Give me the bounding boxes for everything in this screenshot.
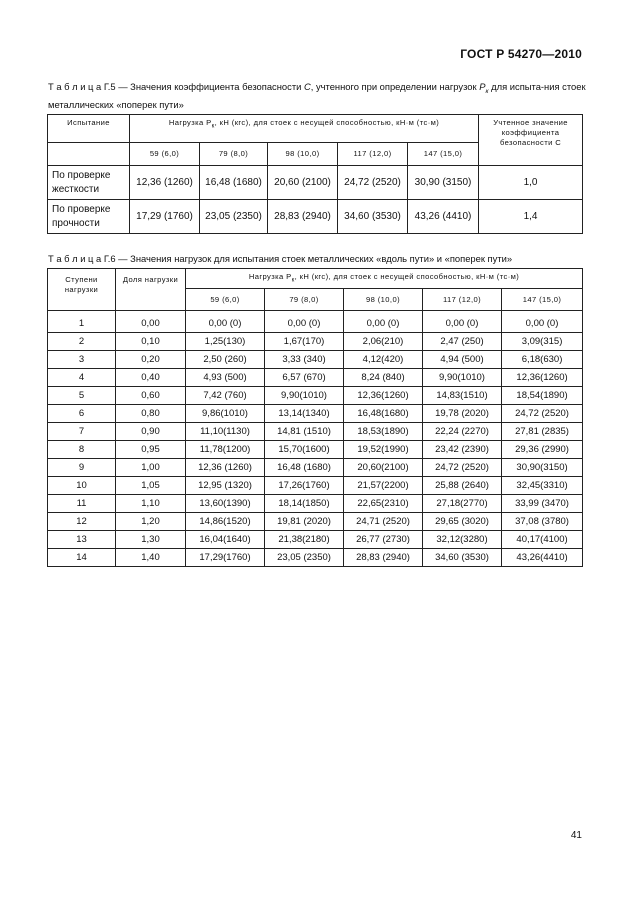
table6-cell: 18,54(1890) bbox=[502, 387, 583, 405]
table6-row bbox=[48, 333, 583, 351]
table6-row bbox=[48, 531, 583, 549]
table5-caption-sub: к bbox=[485, 87, 489, 95]
table6-stage: 10 bbox=[48, 477, 116, 495]
table6-cell: 25,88 (2640) bbox=[423, 477, 502, 495]
table6-row bbox=[48, 477, 583, 495]
table5-caption-end: для испыта-ния стоек металлических «поперек пути» bbox=[48, 81, 586, 110]
table6-row bbox=[48, 495, 583, 513]
table6-header-stage: Ступени нагрузки bbox=[48, 269, 116, 311]
table6-cell: 2,47 (250) bbox=[423, 333, 502, 351]
table5-header-load-b: , кН (кгс), для стоек с несущей способностью, кН·м (тс·м) bbox=[214, 118, 440, 127]
table6-header-load-sub: к bbox=[291, 277, 295, 284]
table6-cell: 32,12(3280) bbox=[423, 531, 502, 549]
table5-row-name: По проверке жесткости bbox=[48, 166, 130, 200]
table6-header-share: Доля нагрузки bbox=[116, 269, 186, 311]
table6-cell: 19,81 (2020) bbox=[265, 513, 344, 531]
table6-capacity: 117 (12,0) bbox=[423, 289, 502, 311]
table5-header-load-a: Нагрузка P bbox=[168, 118, 212, 127]
table6-cell: 3,09(315) bbox=[502, 333, 583, 351]
table6-cell: 9,86(1010) bbox=[186, 405, 265, 423]
table6-cell: 18,53(1890) bbox=[344, 423, 423, 441]
table6-cell: 22,24 (2270) bbox=[423, 423, 502, 441]
table6-cell: 24,71 (2520) bbox=[344, 513, 423, 531]
table6-cell: 17,29(1760) bbox=[186, 549, 265, 567]
table6-cell: 6,18(630) bbox=[502, 351, 583, 369]
table6-share: 1,00 bbox=[116, 459, 186, 477]
table6-cell: 32,45(3310) bbox=[502, 477, 583, 495]
table6-share: 0,60 bbox=[116, 387, 186, 405]
table6-cell: 9,90(1010) bbox=[265, 387, 344, 405]
table5-capacity: 147 (15,0) bbox=[408, 143, 479, 166]
table6-cell: 24,72 (2520) bbox=[502, 405, 583, 423]
table6-cell: 15,70(1600) bbox=[265, 441, 344, 459]
table5-capacity: 98 (10,0) bbox=[268, 143, 338, 166]
table6-cell: 11,10(1130) bbox=[186, 423, 265, 441]
table6-cell: 0,00 (0) bbox=[265, 311, 344, 333]
table6-cell: 20,60(2100) bbox=[344, 459, 423, 477]
table6-share: 0,80 bbox=[116, 405, 186, 423]
table6-cell: 22,65(2310) bbox=[344, 495, 423, 513]
table6-share: 0,90 bbox=[116, 423, 186, 441]
page-number: 41 bbox=[570, 830, 582, 841]
table6-cell: 0,00 (0) bbox=[423, 311, 502, 333]
table6-cell: 4,94 (500) bbox=[423, 351, 502, 369]
table6-cell: 28,83 (2940) bbox=[344, 549, 423, 567]
document-id: ГОСТ Р 54270—2010 bbox=[460, 47, 582, 61]
table6-cell: 23,05 (2350) bbox=[265, 549, 344, 567]
table5-cell: 43,26 (4410) bbox=[408, 200, 479, 234]
table5-row bbox=[48, 166, 583, 200]
table6-stage: 3 bbox=[48, 351, 116, 369]
table6-cell: 14,81 (1510) bbox=[265, 423, 344, 441]
table6-cell: 23,42 (2390) bbox=[423, 441, 502, 459]
table6-cell: 26,77 (2730) bbox=[344, 531, 423, 549]
table6-cell: 12,95 (1320) bbox=[186, 477, 265, 495]
table5-capacity: 79 (8,0) bbox=[200, 143, 268, 166]
table6-share: 0,00 bbox=[116, 311, 186, 333]
table5-capacity: 59 (6,0) bbox=[130, 143, 200, 166]
table6-cell: 33,99 (3470) bbox=[502, 495, 583, 513]
table6-cell: 19,52(1990) bbox=[344, 441, 423, 459]
table5-row bbox=[48, 200, 583, 234]
table6-share: 0,40 bbox=[116, 369, 186, 387]
table6-cell: 4,12(420) bbox=[344, 351, 423, 369]
table5-caption-text: — Значения коэффициента безопасности bbox=[115, 81, 304, 92]
table6-cell: 29,36 (2990) bbox=[502, 441, 583, 459]
table5-cell: 17,29 (1760) bbox=[130, 200, 200, 234]
table5-coef: 1,0 bbox=[479, 166, 583, 200]
table6-cell: 0,00 (0) bbox=[502, 311, 583, 333]
table6-share: 0,10 bbox=[116, 333, 186, 351]
table6-cell: 16,04(1640) bbox=[186, 531, 265, 549]
table6-cell: 0,00 (0) bbox=[186, 311, 265, 333]
table6-share: 1,40 bbox=[116, 549, 186, 567]
table6-share: 1,10 bbox=[116, 495, 186, 513]
table5-caption-var: С bbox=[303, 81, 311, 92]
table5 bbox=[47, 114, 583, 234]
table6-cell: 16,48 (1680) bbox=[265, 459, 344, 477]
table6-share: 1,30 bbox=[116, 531, 186, 549]
table5-coef: 1,4 bbox=[479, 200, 583, 234]
table6-cell: 14,86(1520) bbox=[186, 513, 265, 531]
table6-cell: 1,25(130) bbox=[186, 333, 265, 351]
table6-cell: 6,57 (670) bbox=[265, 369, 344, 387]
table6-header-load-b: , кН (кгс), для стоек с несущей способностью, кН·м (тс·м) bbox=[294, 271, 520, 281]
table6-stage: 5 bbox=[48, 387, 116, 405]
table6-cell: 12,36(1260) bbox=[344, 387, 423, 405]
table6-cell: 9,90(1010) bbox=[423, 369, 502, 387]
table5-cell: 30,90 (3150) bbox=[408, 166, 479, 200]
table6-row bbox=[48, 311, 583, 333]
table6-cell: 18,14(1850) bbox=[265, 495, 344, 513]
table6-row bbox=[48, 387, 583, 405]
table6-cell: 0,00 (0) bbox=[344, 311, 423, 333]
table6-capacity: 147 (15,0) bbox=[502, 289, 583, 311]
table6-row bbox=[48, 549, 583, 567]
table6-capacity: 79 (8,0) bbox=[265, 289, 344, 311]
table6-stage: 11 bbox=[48, 495, 116, 513]
table6-stage: 14 bbox=[48, 549, 116, 567]
table6-header-load bbox=[186, 269, 583, 289]
table6-cell: 21,57(2200) bbox=[344, 477, 423, 495]
table5-capacity: 117 (12,0) bbox=[338, 143, 408, 166]
table6-stage: 6 bbox=[48, 405, 116, 423]
table6-stage: 2 bbox=[48, 333, 116, 351]
table6-share: 1,05 bbox=[116, 477, 186, 495]
table5-header-test: Испытание bbox=[48, 115, 130, 143]
table6-cell: 3,33 (340) bbox=[265, 351, 344, 369]
table5-row-name: По проверке прочности bbox=[48, 200, 130, 234]
table6-row bbox=[48, 423, 583, 441]
table5-cell: 24,72 (2520) bbox=[338, 166, 408, 200]
table6-capacity: 59 (6,0) bbox=[186, 289, 265, 311]
table6-row bbox=[48, 513, 583, 531]
table6-cell: 17,26(1760) bbox=[265, 477, 344, 495]
table5-header-load bbox=[130, 115, 479, 143]
table6-cell: 14,83(1510) bbox=[423, 387, 502, 405]
table6-cell: 37,08 (3780) bbox=[502, 513, 583, 531]
table6-row bbox=[48, 459, 583, 477]
table6-cell: 1,67(170) bbox=[265, 333, 344, 351]
table5-caption bbox=[48, 80, 586, 111]
table5-cell: 34,60 (3530) bbox=[338, 200, 408, 234]
table5-cell: 12,36 (1260) bbox=[130, 166, 200, 200]
table6-stage: 12 bbox=[48, 513, 116, 531]
table6-cell: 43,26(4410) bbox=[502, 549, 583, 567]
table6-row bbox=[48, 441, 583, 459]
table5-header-load-sub: к bbox=[211, 123, 215, 130]
table6-cell: 12,36 (1260) bbox=[186, 459, 265, 477]
table6-cell: 40,17(4100) bbox=[502, 531, 583, 549]
table6 bbox=[47, 268, 583, 567]
table6-stage: 9 bbox=[48, 459, 116, 477]
table6-row bbox=[48, 351, 583, 369]
table5-cell: 28,83 (2940) bbox=[268, 200, 338, 234]
table6-capacity: 98 (10,0) bbox=[344, 289, 423, 311]
table6-share: 0,95 bbox=[116, 441, 186, 459]
table6-cell: 19,78 (2020) bbox=[423, 405, 502, 423]
table6-cell: 16,48(1680) bbox=[344, 405, 423, 423]
table6-cell: 8,24 (840) bbox=[344, 369, 423, 387]
table6-cell: 30,90(3150) bbox=[502, 459, 583, 477]
table6-stage: 13 bbox=[48, 531, 116, 549]
table6-stage: 7 bbox=[48, 423, 116, 441]
table6-cell: 13,60(1390) bbox=[186, 495, 265, 513]
table6-row bbox=[48, 369, 583, 387]
table6-cell: 4,93 (500) bbox=[186, 369, 265, 387]
table6-cell: 24,72 (2520) bbox=[423, 459, 502, 477]
table6-cell: 2,06(210) bbox=[344, 333, 423, 351]
table6-cell: 11,78(1200) bbox=[186, 441, 265, 459]
table6-cell: 13,14(1340) bbox=[265, 405, 344, 423]
table6-share: 0,20 bbox=[116, 351, 186, 369]
table6-caption: Т а б л и ц а Г.6 — Значения нагрузок для испытания стоек металлических «вдоль пути» и «поперек пути» bbox=[48, 253, 513, 264]
table5-header-coef: Учтенное значение коэффициента безопасности С bbox=[479, 115, 583, 166]
table6-row bbox=[48, 405, 583, 423]
table6-cell: 12,36(1260) bbox=[502, 369, 583, 387]
table6-cell: 29,65 (3020) bbox=[423, 513, 502, 531]
table5-cell: 23,05 (2350) bbox=[200, 200, 268, 234]
table6-cell: 27,18(2770) bbox=[423, 495, 502, 513]
table5-caption-prefix: Т а б л и ц а Г.5 bbox=[48, 81, 116, 92]
table6-stage: 1 bbox=[48, 311, 116, 333]
table6-cell: 2,50 (260) bbox=[186, 351, 265, 369]
table5-cell: 16,48 (1680) bbox=[200, 166, 268, 200]
table6-stage: 4 bbox=[48, 369, 116, 387]
table6-share: 1,20 bbox=[116, 513, 186, 531]
table6-header-load-a: Нагрузка P bbox=[248, 271, 292, 281]
table5-header-test-blank bbox=[48, 143, 130, 166]
table5-caption-mid: , учтенного при определении нагрузок bbox=[310, 81, 480, 92]
table6-cell: 27,81 (2835) bbox=[502, 423, 583, 441]
table6-cell: 21,38(2180) bbox=[265, 531, 344, 549]
table5-cell: 20,60 (2100) bbox=[268, 166, 338, 200]
table5-caption-var2: P bbox=[479, 81, 486, 92]
table6-stage: 8 bbox=[48, 441, 116, 459]
table6-cell: 34,60 (3530) bbox=[423, 549, 502, 567]
table6-cell: 7,42 (760) bbox=[186, 387, 265, 405]
